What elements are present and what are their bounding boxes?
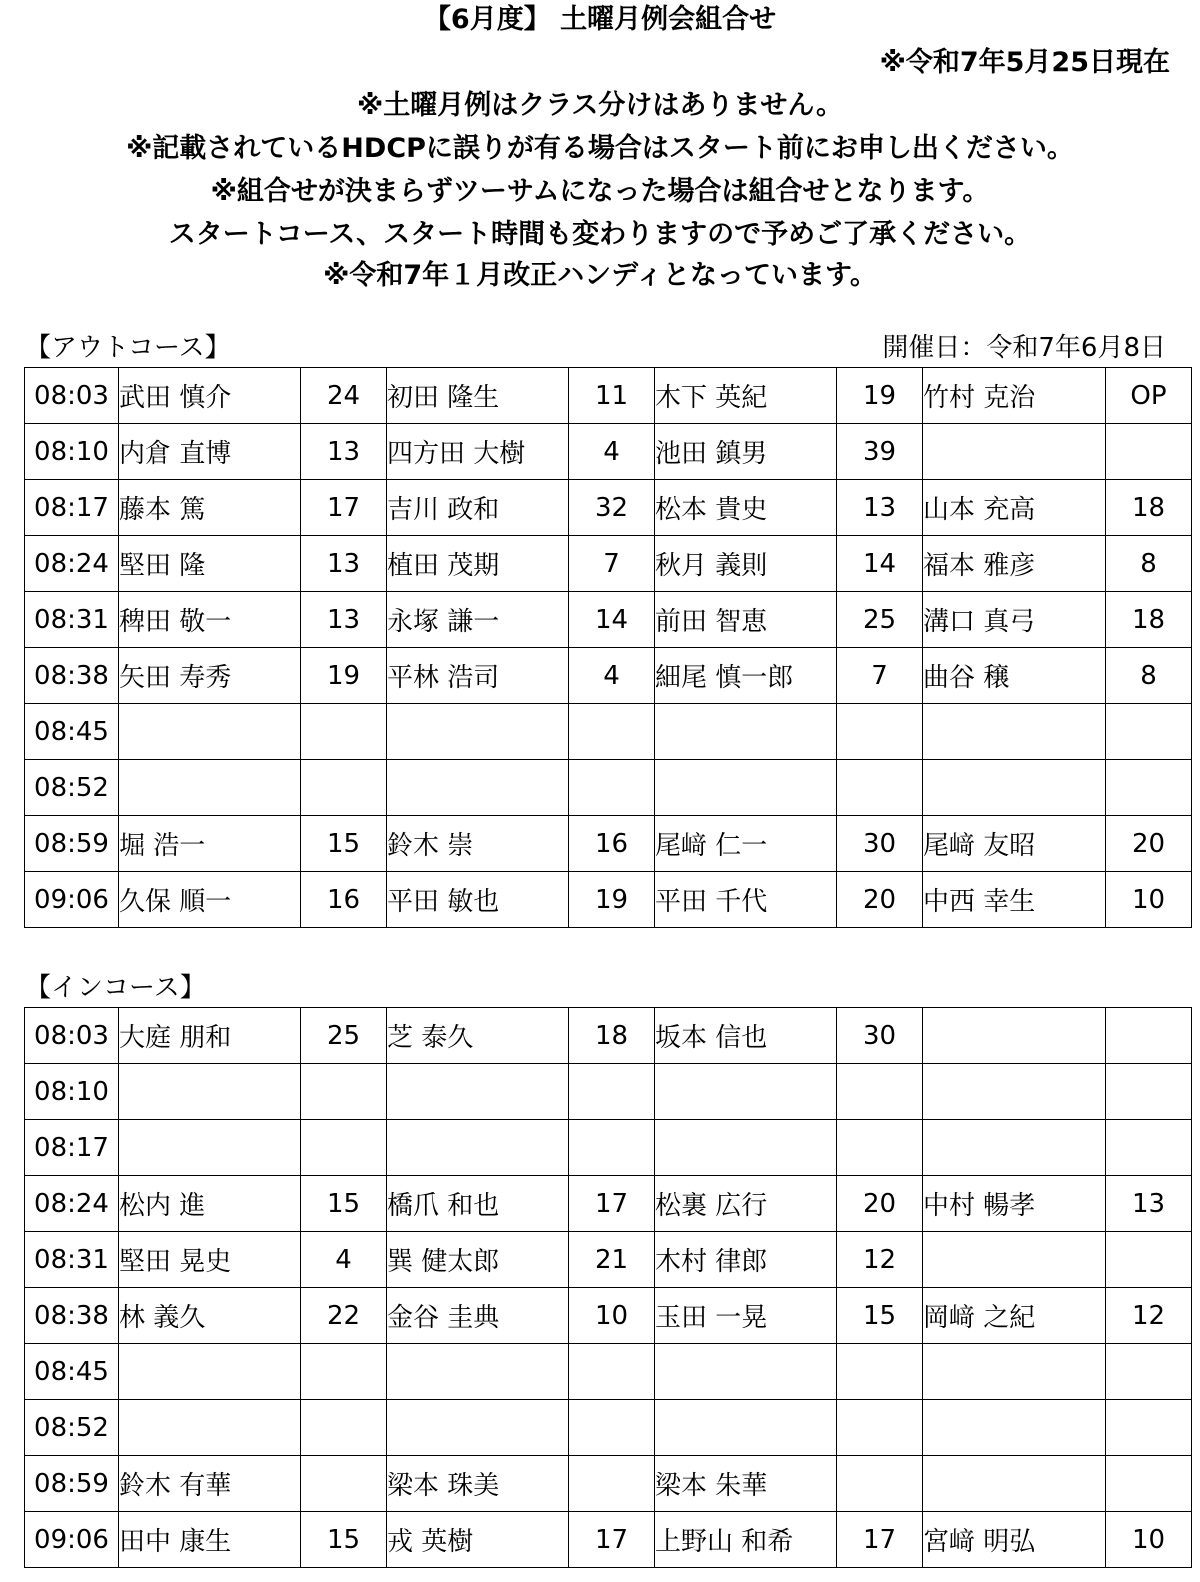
player-name: 秋月 義則 xyxy=(655,536,837,592)
table-row xyxy=(25,1288,1192,1344)
player-hdcp xyxy=(569,704,655,760)
player-name: 堅田 晃史 xyxy=(119,1232,301,1288)
tee-time: 08:17 xyxy=(25,1120,119,1176)
player-hdcp: 13 xyxy=(301,424,387,480)
player-name: 金谷 圭典 xyxy=(387,1288,569,1344)
notice-line: ※記載されているHDCPに誤りが有る場合はスタート前にお申し出ください。 xyxy=(126,133,1074,164)
player-name xyxy=(655,1064,837,1120)
player-name xyxy=(923,1120,1106,1176)
player-hdcp xyxy=(569,1400,655,1456)
player-name: 植田 茂期 xyxy=(387,536,569,592)
player-name: 堅田 隆 xyxy=(119,536,301,592)
player-name: 内倉 直博 xyxy=(119,424,301,480)
in-course-table xyxy=(24,1007,1192,1568)
player-name xyxy=(119,1120,301,1176)
player-name xyxy=(923,1400,1106,1456)
tee-time: 09:06 xyxy=(25,872,119,928)
player-hdcp: 17 xyxy=(569,1176,655,1232)
notice-line: ※土曜月例はクラス分けはありません。 xyxy=(356,90,844,121)
player-hdcp xyxy=(301,1120,387,1176)
player-hdcp: 18 xyxy=(569,1008,655,1064)
player-hdcp: 4 xyxy=(569,648,655,704)
player-hdcp xyxy=(301,704,387,760)
table-row xyxy=(25,1176,1192,1232)
player-hdcp: 7 xyxy=(569,536,655,592)
player-hdcp xyxy=(301,1400,387,1456)
player-name: 林 義久 xyxy=(119,1288,301,1344)
player-name xyxy=(923,1008,1106,1064)
player-hdcp: 17 xyxy=(301,480,387,536)
player-name: 橋爪 和也 xyxy=(387,1176,569,1232)
player-name: 鈴木 有華 xyxy=(119,1456,301,1512)
player-hdcp xyxy=(1106,760,1192,816)
player-name: 鈴木 崇 xyxy=(387,816,569,872)
table-row xyxy=(25,648,1192,704)
table-row xyxy=(25,1064,1192,1120)
player-hdcp xyxy=(837,704,923,760)
player-hdcp: 8 xyxy=(1106,536,1192,592)
player-name: 初田 隆生 xyxy=(387,368,569,424)
player-name: 細尾 慎一郎 xyxy=(655,648,837,704)
table-row xyxy=(25,592,1192,648)
table-row xyxy=(25,480,1192,536)
player-hdcp: 16 xyxy=(301,872,387,928)
player-name xyxy=(387,760,569,816)
player-name: 曲谷 穣 xyxy=(923,648,1106,704)
player-name xyxy=(119,704,301,760)
player-name xyxy=(387,1120,569,1176)
player-name xyxy=(923,424,1106,480)
player-hdcp xyxy=(1106,1400,1192,1456)
tee-time: 08:59 xyxy=(25,816,119,872)
player-hdcp xyxy=(1106,1120,1192,1176)
player-hdcp: 16 xyxy=(569,816,655,872)
player-name xyxy=(655,760,837,816)
player-hdcp: 20 xyxy=(837,1176,923,1232)
notice-line: ※組合せが決まらずツーサムになった場合は組合せとなります。 xyxy=(210,176,990,207)
player-name: 巽 健太郎 xyxy=(387,1232,569,1288)
player-name xyxy=(119,1064,301,1120)
tee-time: 08:24 xyxy=(25,1176,119,1232)
player-name: 松裏 広行 xyxy=(655,1176,837,1232)
player-name xyxy=(923,1064,1106,1120)
player-hdcp: 11 xyxy=(569,368,655,424)
player-name: 尾﨑 仁一 xyxy=(655,816,837,872)
player-hdcp: 7 xyxy=(837,648,923,704)
player-hdcp xyxy=(837,1064,923,1120)
player-name: 玉田 一晃 xyxy=(655,1288,837,1344)
player-hdcp: 20 xyxy=(1106,816,1192,872)
player-name: 矢田 寿秀 xyxy=(119,648,301,704)
player-name: 梁本 朱華 xyxy=(655,1456,837,1512)
player-hdcp: 21 xyxy=(569,1232,655,1288)
player-name: 稗田 敬一 xyxy=(119,592,301,648)
player-hdcp xyxy=(569,1344,655,1400)
player-hdcp xyxy=(1106,1344,1192,1400)
player-hdcp xyxy=(837,1400,923,1456)
player-name: 平田 千代 xyxy=(655,872,837,928)
player-hdcp: 14 xyxy=(837,536,923,592)
player-hdcp xyxy=(1106,1064,1192,1120)
player-hdcp xyxy=(837,760,923,816)
in-course-label: 【インコース】 xyxy=(25,973,206,1003)
tee-time: 08:03 xyxy=(25,368,119,424)
player-hdcp: 12 xyxy=(837,1232,923,1288)
player-hdcp: 30 xyxy=(837,1008,923,1064)
player-hdcp xyxy=(837,1120,923,1176)
player-hdcp: 24 xyxy=(301,368,387,424)
player-name: 坂本 信也 xyxy=(655,1008,837,1064)
player-name: 梁本 珠美 xyxy=(387,1456,569,1512)
tee-time: 08:24 xyxy=(25,536,119,592)
tee-time: 08:38 xyxy=(25,1288,119,1344)
player-name: 大庭 朋和 xyxy=(119,1008,301,1064)
player-name xyxy=(923,1232,1106,1288)
player-name: 岡﨑 之紀 xyxy=(923,1288,1106,1344)
player-name xyxy=(655,1400,837,1456)
player-name: 中西 幸生 xyxy=(923,872,1106,928)
player-name xyxy=(119,760,301,816)
player-name: 山本 充高 xyxy=(923,480,1106,536)
player-hdcp: 15 xyxy=(301,816,387,872)
player-name xyxy=(923,760,1106,816)
player-name: 戎 英樹 xyxy=(387,1512,569,1568)
player-hdcp: 13 xyxy=(301,592,387,648)
tee-time: 08:31 xyxy=(25,592,119,648)
player-name: 松本 貴史 xyxy=(655,480,837,536)
tee-time: 08:03 xyxy=(25,1008,119,1064)
player-name: 前田 智恵 xyxy=(655,592,837,648)
table-row xyxy=(25,536,1192,592)
player-hdcp: 15 xyxy=(837,1288,923,1344)
player-hdcp xyxy=(301,760,387,816)
tee-time: 08:38 xyxy=(25,648,119,704)
player-hdcp xyxy=(301,1064,387,1120)
player-name xyxy=(655,1344,837,1400)
player-name xyxy=(387,1064,569,1120)
as-of-date: ※令和7年5月25日現在 xyxy=(879,47,1170,78)
player-name xyxy=(655,704,837,760)
player-hdcp: 13 xyxy=(301,536,387,592)
player-hdcp: 15 xyxy=(301,1512,387,1568)
tee-time: 09:06 xyxy=(25,1512,119,1568)
player-name: 永塚 謙一 xyxy=(387,592,569,648)
player-name: 四方田 大樹 xyxy=(387,424,569,480)
player-name: 松内 進 xyxy=(119,1176,301,1232)
player-hdcp: 17 xyxy=(569,1512,655,1568)
player-name: 尾﨑 友昭 xyxy=(923,816,1106,872)
player-hdcp: 12 xyxy=(1106,1288,1192,1344)
table-row xyxy=(25,704,1192,760)
player-hdcp: 13 xyxy=(837,480,923,536)
out-course-table xyxy=(24,367,1192,928)
player-hdcp: 4 xyxy=(569,424,655,480)
player-hdcp: 39 xyxy=(837,424,923,480)
tee-time: 08:59 xyxy=(25,1456,119,1512)
player-name: 芝 泰久 xyxy=(387,1008,569,1064)
player-name: 福本 雅彦 xyxy=(923,536,1106,592)
tee-time: 08:17 xyxy=(25,480,119,536)
player-hdcp: 30 xyxy=(837,816,923,872)
player-name: 藤本 篤 xyxy=(119,480,301,536)
player-hdcp: 10 xyxy=(1106,1512,1192,1568)
player-name: 中村 暢孝 xyxy=(923,1176,1106,1232)
player-hdcp xyxy=(301,1344,387,1400)
player-hdcp: 25 xyxy=(837,592,923,648)
notice-line: ※令和7年１月改正ハンディとなっています。 xyxy=(323,260,877,291)
table-row xyxy=(25,1120,1192,1176)
tee-time: 08:10 xyxy=(25,1064,119,1120)
tee-time: 08:52 xyxy=(25,1400,119,1456)
player-hdcp: 18 xyxy=(1106,592,1192,648)
player-name: 池田 鎮男 xyxy=(655,424,837,480)
player-hdcp xyxy=(569,1064,655,1120)
table-row xyxy=(25,1400,1192,1456)
notice-line: スタートコース、スタート時間も変わりますので予めご了承ください。 xyxy=(168,219,1032,250)
page-title: 【6月度】 土曜月例会組合せ xyxy=(423,4,777,35)
tee-time: 08:31 xyxy=(25,1232,119,1288)
tee-time: 08:45 xyxy=(25,1344,119,1400)
player-hdcp: 10 xyxy=(569,1288,655,1344)
player-hdcp: 19 xyxy=(837,368,923,424)
player-hdcp xyxy=(1106,1008,1192,1064)
player-hdcp: 20 xyxy=(837,872,923,928)
player-hdcp: 15 xyxy=(301,1176,387,1232)
tee-time: 08:45 xyxy=(25,704,119,760)
player-hdcp xyxy=(569,760,655,816)
player-hdcp: 13 xyxy=(1106,1176,1192,1232)
player-hdcp: 25 xyxy=(301,1008,387,1064)
player-hdcp: 17 xyxy=(837,1512,923,1568)
player-hdcp: 14 xyxy=(569,592,655,648)
player-name: 吉川 政和 xyxy=(387,480,569,536)
player-name: 武田 慎介 xyxy=(119,368,301,424)
player-name xyxy=(655,1120,837,1176)
player-name: 上野山 和希 xyxy=(655,1512,837,1568)
player-name: 田中 康生 xyxy=(119,1512,301,1568)
player-name: 久保 順一 xyxy=(119,872,301,928)
player-hdcp xyxy=(1106,1232,1192,1288)
table-row xyxy=(25,1008,1192,1064)
player-name: 竹村 克治 xyxy=(923,368,1106,424)
player-name xyxy=(119,1344,301,1400)
table-row xyxy=(25,1512,1192,1568)
player-hdcp: 19 xyxy=(569,872,655,928)
player-name xyxy=(923,1344,1106,1400)
player-name xyxy=(387,1400,569,1456)
player-hdcp: 18 xyxy=(1106,480,1192,536)
player-name: 溝口 真弓 xyxy=(923,592,1106,648)
player-name: 宮﨑 明弘 xyxy=(923,1512,1106,1568)
player-hdcp xyxy=(837,1344,923,1400)
player-hdcp: 32 xyxy=(569,480,655,536)
table-row xyxy=(25,424,1192,480)
table-row xyxy=(25,760,1192,816)
table-row xyxy=(25,872,1192,928)
player-hdcp: 4 xyxy=(301,1232,387,1288)
player-name: 平林 浩司 xyxy=(387,648,569,704)
player-hdcp: 22 xyxy=(301,1288,387,1344)
player-hdcp xyxy=(569,1456,655,1512)
player-hdcp xyxy=(569,1120,655,1176)
player-name: 木下 英紀 xyxy=(655,368,837,424)
tee-time: 08:10 xyxy=(25,424,119,480)
player-name xyxy=(387,1344,569,1400)
player-name xyxy=(119,1400,301,1456)
player-name: 平田 敏也 xyxy=(387,872,569,928)
player-name xyxy=(387,704,569,760)
table-row xyxy=(25,1344,1192,1400)
table-row xyxy=(25,816,1192,872)
player-hdcp: 10 xyxy=(1106,872,1192,928)
player-name xyxy=(923,1456,1106,1512)
player-hdcp xyxy=(1106,424,1192,480)
table-row xyxy=(25,1232,1192,1288)
player-hdcp xyxy=(301,1456,387,1512)
player-hdcp: 19 xyxy=(301,648,387,704)
player-hdcp: 8 xyxy=(1106,648,1192,704)
player-name: 木村 律郎 xyxy=(655,1232,837,1288)
table-row xyxy=(25,1456,1192,1512)
player-hdcp xyxy=(1106,1456,1192,1512)
event-date: 開催日：令和7年6月8日 xyxy=(882,333,1166,363)
player-hdcp xyxy=(1106,704,1192,760)
player-hdcp: OP xyxy=(1106,368,1192,424)
tee-time: 08:52 xyxy=(25,760,119,816)
table-row xyxy=(25,368,1192,424)
player-name: 堀 浩一 xyxy=(119,816,301,872)
out-course-label: 【アウトコース】 xyxy=(25,333,231,363)
player-name xyxy=(923,704,1106,760)
player-hdcp xyxy=(837,1456,923,1512)
